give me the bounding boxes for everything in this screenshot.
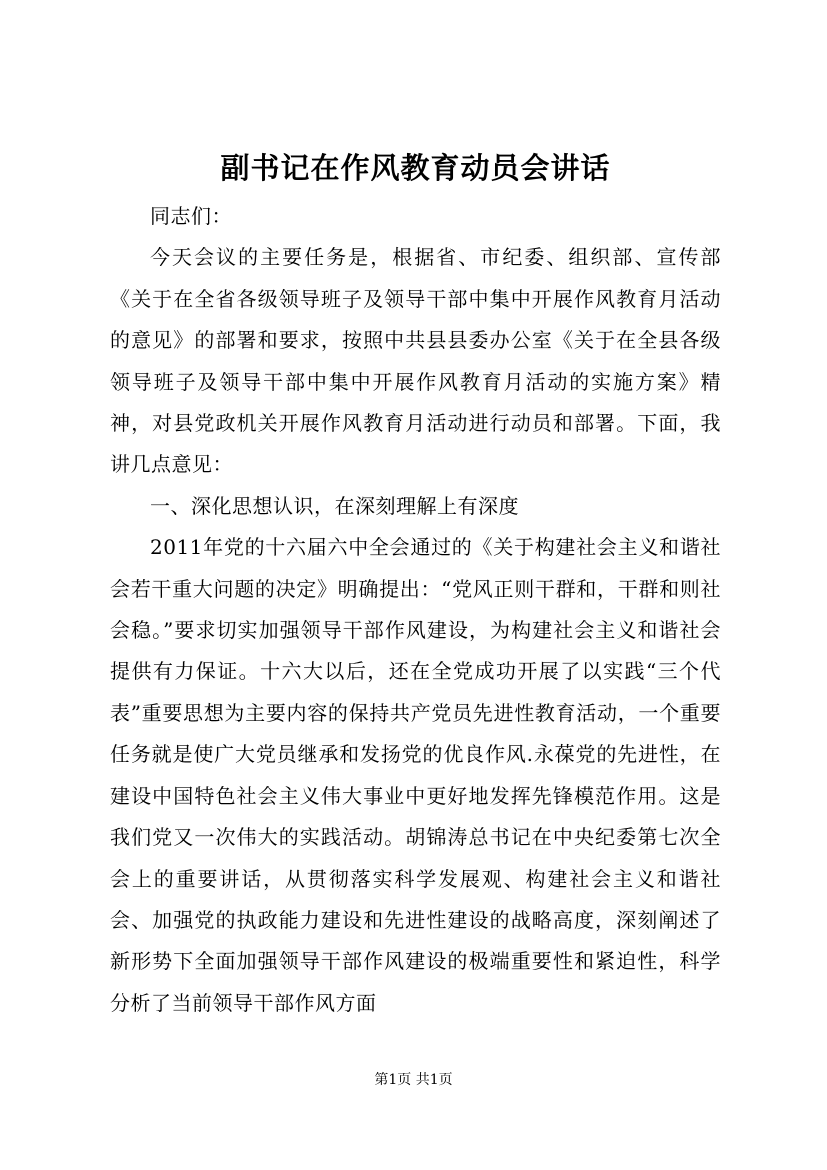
document-body — [110, 196, 721, 1024]
greeting-paragraph: 同志们： — [150, 204, 232, 228]
section-heading: 一、深化思想认识，在深刻理解上有深度 — [150, 493, 519, 518]
document-title: 副书记在作风教育动员会讲话 — [220, 151, 611, 185]
intro-paragraph: 今天会议的主要任务是，根据省、市纪委、组织部、宣传部《关于在全省各级领导班子及领导干部中集中开展作风教育月活动的意见》的部署和要求，按照中共县县委办公室《关于在全县各级领导班子及领导干部中集中开展作风教育月活动的实施方案》精神，对县党政机关开展作风教育月活动进行动员和部署。下面，我讲几点意见： — [110, 245, 721, 477]
page-footer: 第1页 共1页 — [374, 1072, 453, 1088]
body-paragraph: 2011年党的十六届六中全会通过的《关于构建社会主义和谐社会若干重大问题的决定》明确提出：“党风正则干群和，干群和则社会稳。”要求切实加强领导干部作风建设，为构建社会主义和谐社会提供有力保证。十六大以后，还在全党成功开展了以实践“三个代表”重要思想为主要内容的保持共产党员先进性教育活动，一个重要任务就是使广大党员继承和发扬党的优良作风.永葆党的先进性，在建设中国特色社会主义伟大事业中更好地发挥先锋模范作用。这是我们党又一次伟大的实践活动。胡锦涛总书记在中央纪委第七次全会上的重要讲话，从贯彻落实科学发展观、构建社会主义和谐社会、加强党的执政能力建设和先进性建设的战略高度，深刻阐述了新形势下全面加强领导干部作风建设的极端重要性和紧迫性，科学分析了当前领导干部作风方面 — [110, 535, 721, 1015]
